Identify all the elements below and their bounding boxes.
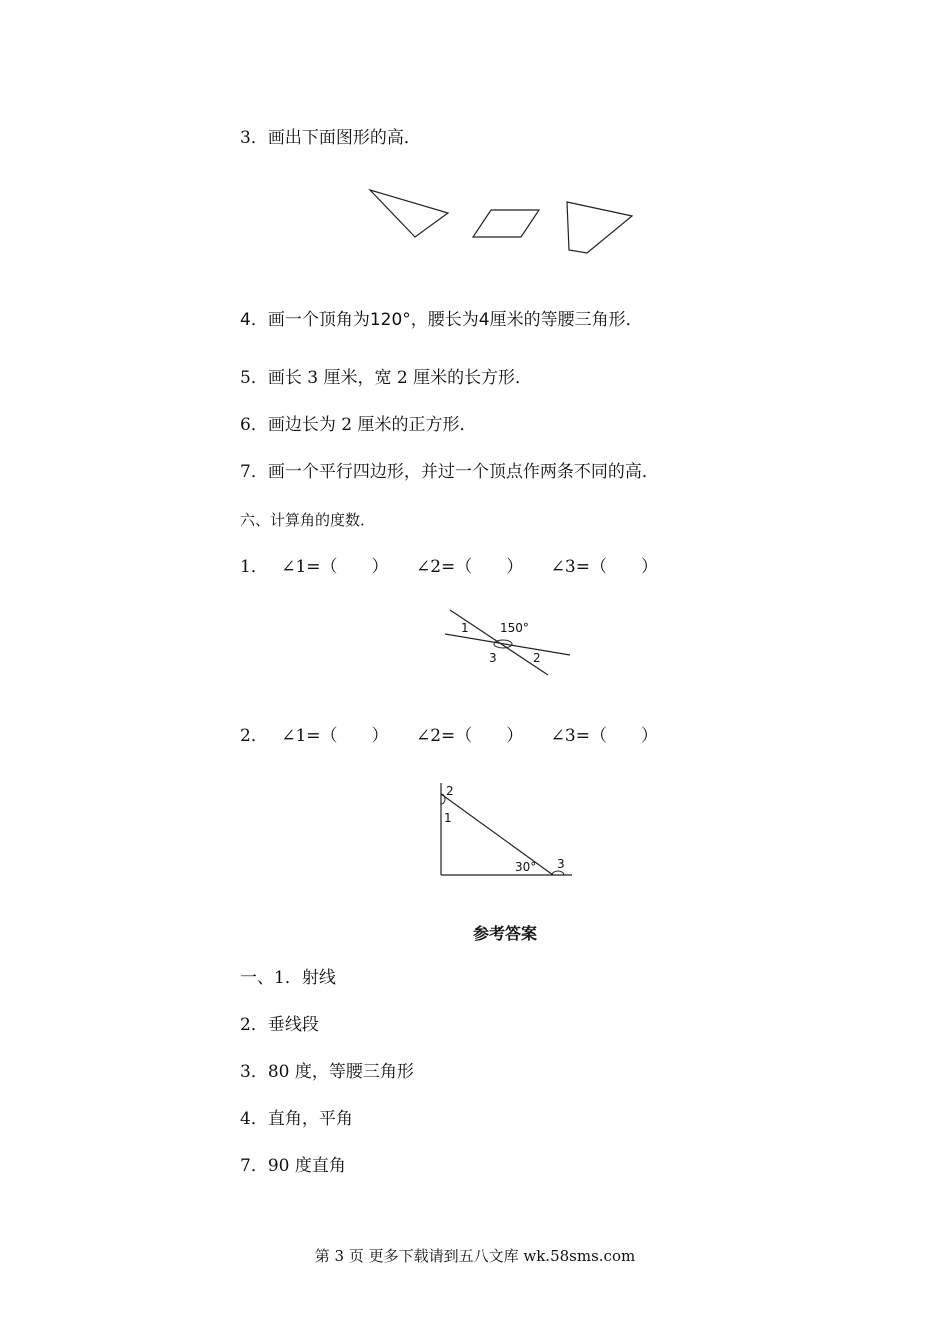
shapes-figure [0, 180, 950, 260]
answers-title: 参考答案 [472, 924, 537, 943]
answer-7: 7．90 度直角 [240, 1156, 346, 1176]
problem-2-angle-1: ∠1=（ ） [281, 726, 389, 746]
problem-2-angle-3: ∠3=（ ） [550, 726, 658, 746]
question-5-4: 4．画一个顶角为120°，腰长为4厘米的等腰三角形． [240, 310, 643, 330]
fig2-label-3: 3 [557, 857, 565, 871]
triangle-shape [370, 190, 448, 237]
quadrilateral-shape [567, 202, 632, 253]
problem-2-angles [240, 725, 680, 747]
fig1-label-150: 150° [500, 621, 529, 635]
problem-1-angle-1: ∠1=（ ） [281, 557, 389, 577]
fig1-label-1: 1 [461, 621, 469, 635]
answer-2: 2．垂线段 [240, 1015, 319, 1035]
fig2-label-1: 1 [444, 811, 452, 825]
parallelogram-shape [473, 210, 539, 237]
page-footer: 第 3 页 更多下载请到五八文库 wk.58sms.com [314, 1247, 636, 1265]
answer-4: 4．直角，平角 [240, 1109, 353, 1129]
answer-3: 3．80 度，等腰三角形 [240, 1062, 414, 1082]
problem-2-angle-2: ∠2=（ ） [415, 726, 524, 746]
section-6-heading: 六、计算角的度数． [240, 511, 376, 529]
question-5-3: 3．画出下面图形的高． [240, 128, 421, 148]
question-5-5: 5．画长 3 厘米，宽 2 厘米的长方形． [240, 368, 533, 388]
problem-1-number: 1． [240, 557, 268, 577]
question-5-6: 6．画边长为 2 厘米的正方形． [240, 415, 477, 435]
answer-1: 一、1．射线 [240, 968, 336, 988]
problem-1-angles [240, 556, 680, 578]
problem-1-angle-2: ∠2=（ ） [415, 557, 524, 577]
problem-1-angle-3: ∠3=（ ） [550, 557, 658, 577]
right-triangle-figure [0, 778, 950, 888]
question-5-7: 7．画一个平行四边形，并过一个顶点作两条不同的高． [240, 462, 659, 482]
problem-2-number: 2． [240, 726, 268, 746]
fig1-label-2: 2 [533, 651, 541, 665]
fig1-label-3: 3 [489, 651, 497, 665]
intersecting-lines-figure [0, 600, 950, 690]
line-b [445, 634, 570, 655]
fig2-label-2: 2 [446, 784, 454, 798]
fig2-label-30: 30° [515, 860, 537, 874]
